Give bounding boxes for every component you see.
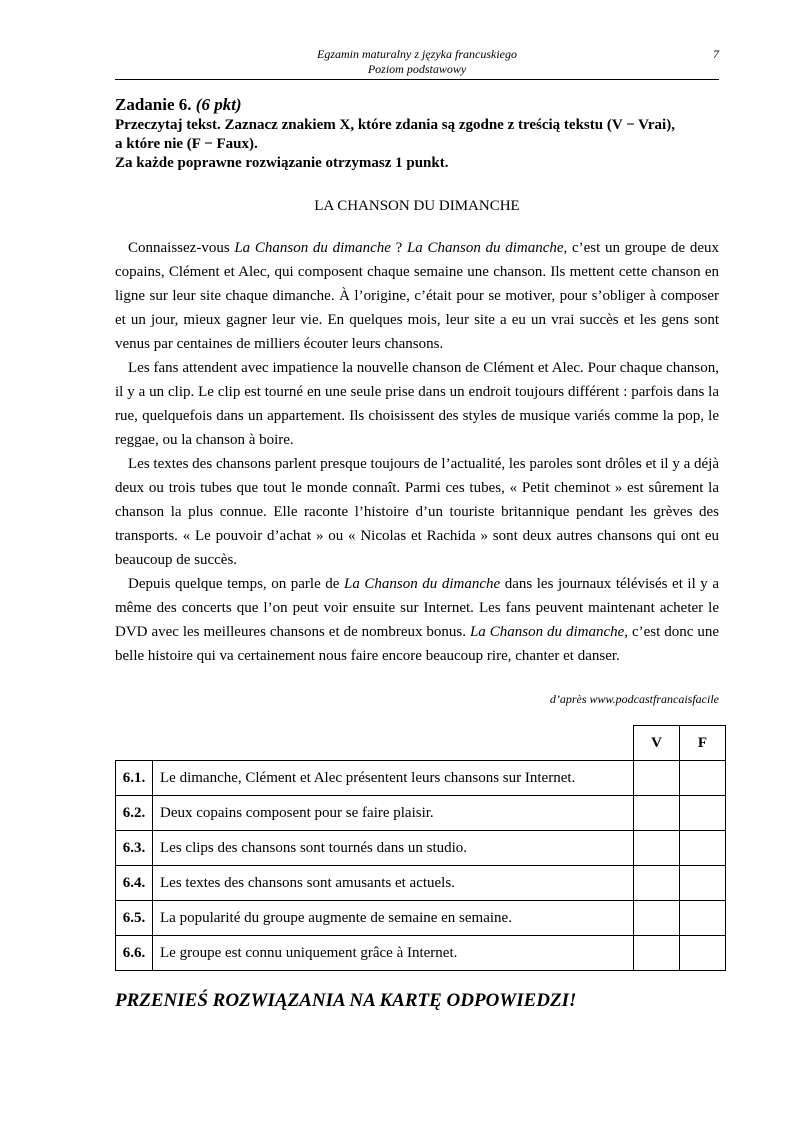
answer-f-cell[interactable]	[680, 901, 726, 936]
header-blank-cell	[116, 726, 634, 761]
article-paragraph-3: Les textes des chansons parlent presque toujours de l’actualité, les paroles sont drôles et il y a déjà deux ou trois tubes que tout le monde connaît. Parmi ces tubes, « Petit cheminot » est sûrement la chanson la plus connue. Elle raconte l’histoire d’un touriste britannique pendant les grèves des transports. « Le pouvoir d’achat » ou « Nicolas et Rachida » sont deux autres chansons qui ont eu beaucoup de succès.	[115, 456, 719, 568]
header-v: V	[634, 726, 680, 761]
statement-text: Les clips des chansons sont tournés dans un studio.	[153, 831, 634, 866]
source-citation: d’après www.podcastfrancaisfacile	[549, 692, 719, 706]
answer-v-cell[interactable]	[634, 901, 680, 936]
statement-text: Le groupe est connu uniquement grâce à Internet.	[153, 936, 634, 971]
answer-table	[115, 725, 726, 971]
task-title	[115, 95, 725, 115]
answer-f-cell[interactable]	[680, 796, 726, 831]
header-f: F	[680, 726, 726, 761]
article-paragraph-1: Connaissez-vous La Chanson du dimanche ? La Chanson du dimanche, c’est un groupe de deux copains, Clément et Alec, qui composent chaque semaine une chanson. Ils mettent cette chanson en ligne sur leur site chaque dimanche. À l’origine, c’était pour se motiver, pour s’obliger à composer et un jour, mieux gagner leur vie. En quelques mois, leur site a eu un vrai succès et les gens sont venus par centaines de milliers écouter leurs chansons.	[115, 240, 719, 352]
task-number: Zadanie 6.	[115, 95, 192, 114]
article-paragraph-4: Depuis quelque temps, on parle de La Chanson du dimanche dans les journaux télévisés et il y a même des concerts que l’on peut voir ensuite sur Internet. Les fans peuvent maintenant acheter le DVD avec les meilleures chansons et de nombreux bonus. La Chanson du dimanche, c’est donc une belle histoire qui va certainement nous faire encore beaucoup rire, chanter et danser.	[115, 576, 719, 664]
statement-text: Deux copains composent pour se faire plaisir.	[153, 796, 634, 831]
table-row	[116, 796, 726, 831]
table-header-row	[116, 726, 726, 761]
answer-f-cell[interactable]	[680, 761, 726, 796]
exam-level: Poziom podstawowy	[367, 62, 467, 76]
table-row	[116, 901, 726, 936]
article-text	[115, 236, 719, 668]
task-scoring: Za każde poprawne rozwiązanie otrzymasz 1 punkt.	[115, 155, 449, 171]
table-row	[116, 936, 726, 971]
text-title: LA CHANSON DU DIMANCHE	[314, 198, 520, 214]
statement-number: 6.4.	[116, 866, 153, 901]
task-instruction-line1: Przeczytaj tekst. Zaznacz znakiem X, które zdania są zgodne z treścią tekstu (V − Vrai),	[115, 117, 675, 133]
answer-v-cell[interactable]	[634, 866, 680, 901]
task-instruction-line2: a które nie (F − Faux).	[115, 136, 258, 152]
answer-v-cell[interactable]	[634, 761, 680, 796]
exam-title: Egzamin maturalny z języka francuskiego	[317, 47, 517, 61]
statement-number: 6.3.	[116, 831, 153, 866]
answer-f-cell[interactable]	[680, 936, 726, 971]
answer-f-cell[interactable]	[680, 866, 726, 901]
task-block	[115, 95, 725, 173]
answer-v-cell[interactable]	[634, 831, 680, 866]
answer-v-cell[interactable]	[634, 936, 680, 971]
statement-text: Les textes des chansons sont amusants et actuels.	[153, 866, 634, 901]
statement-number: 6.1.	[116, 761, 153, 796]
statement-text: La popularité du groupe augmente de semaine en semaine.	[153, 901, 634, 936]
article-paragraph-2: Les fans attendent avec impatience la nouvelle chanson de Clément et Alec. Pour chaque chanson, il y a un clip. Le clip est tourné en une seule prise dans un endroit toujours différent : parfois dans la rue, quelquefois dans un appartement. Ils choisissent des styles de musique variés comme la pop, le reggae, ou la chanson à boire.	[115, 360, 719, 448]
table-row	[116, 761, 726, 796]
answer-v-cell[interactable]	[634, 796, 680, 831]
answer-f-cell[interactable]	[680, 831, 726, 866]
page-header	[115, 47, 719, 80]
statement-number: 6.6.	[116, 936, 153, 971]
table-row	[116, 831, 726, 866]
page-number: 7	[713, 47, 719, 61]
statement-number: 6.5.	[116, 901, 153, 936]
transfer-answers-notice: PRZENIEŚ ROZWIĄZANIA NA KARTĘ ODPOWIEDZI!	[115, 990, 577, 1011]
task-points: (6 pkt)	[195, 95, 242, 114]
table-row	[116, 866, 726, 901]
statement-text: Le dimanche, Clément et Alec présentent leurs chansons sur Internet.	[153, 761, 634, 796]
statement-number: 6.2.	[116, 796, 153, 831]
